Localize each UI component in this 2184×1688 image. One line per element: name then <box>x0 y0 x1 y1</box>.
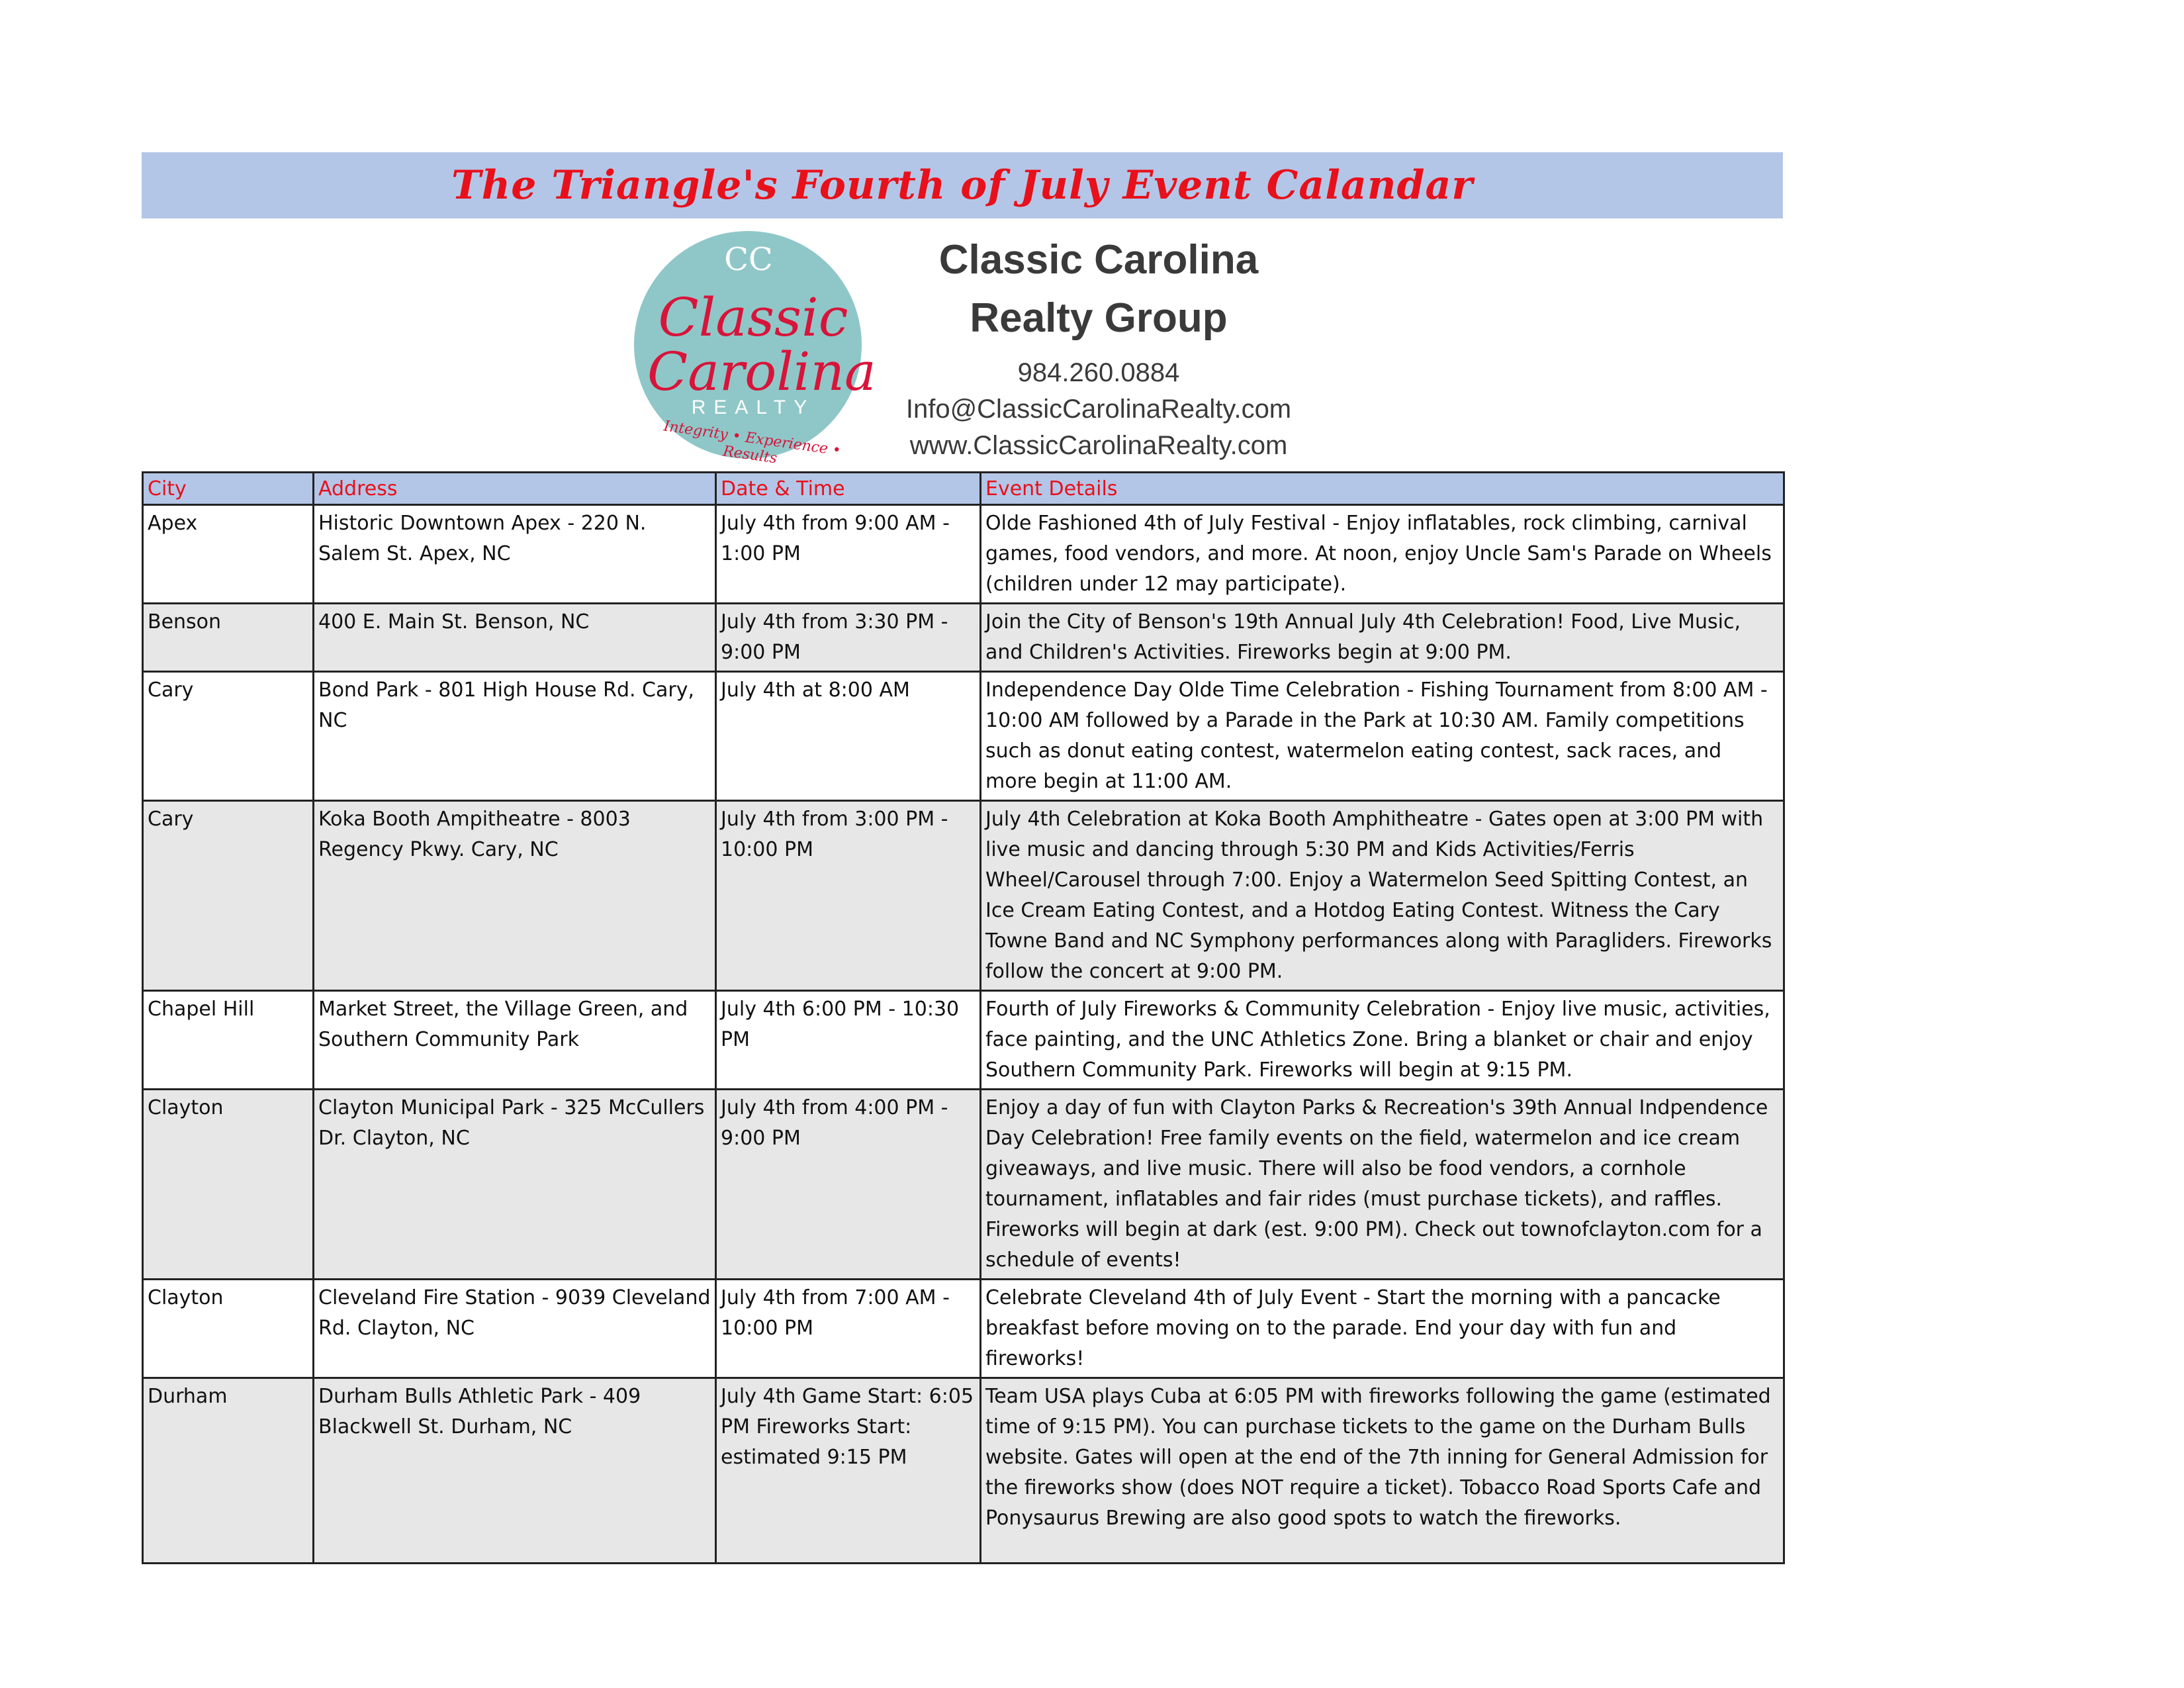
cell-date-time: July 4th from 7:00 AM - 10:00 PM <box>716 1280 981 1378</box>
cell-city: Cary <box>143 801 314 991</box>
cell-address: Bond Park - 801 High House Rd. Cary, NC <box>314 672 716 801</box>
table-row <box>143 801 1784 991</box>
cell-event-details: Olde Fashioned 4th of July Festival - Enjoy inflatables, rock climbing, carnival games, food vendors, and more. At noon, enjoy Uncle Sam's Parade on Wheels (children under 12 may participate). <box>981 505 1784 604</box>
cell-date-time: July 4th 6:00 PM - 10:30 PM <box>716 991 981 1090</box>
header-city: City <box>143 473 314 505</box>
company-email: Info@ClassicCarolinaRealty.com <box>905 395 1292 424</box>
cell-date-time: July 4th from 3:30 PM - 9:00 PM <box>716 604 981 672</box>
cell-date-time: July 4th from 3:00 PM - 10:00 PM <box>716 801 981 991</box>
cell-date-time: July 4th at 8:00 AM <box>716 672 981 801</box>
table-row <box>143 672 1784 801</box>
logo-script-text: Classic Carolina <box>647 287 876 402</box>
logo-realty-text: REALTY <box>691 397 815 418</box>
cell-event-details: Independence Day Olde Time Celebration - Fishing Tournament from 8:00 AM - 10:00 AM followed by a Parade in the Park at 10:30 AM. Family competitions such as donut eating contest, watermelon eating contest, sack races, and more begin at 11:00 AM. <box>981 672 1784 801</box>
cell-event-details: Team USA plays Cuba at 6:05 PM with fireworks following the game (estimated time of 9:15 PM). You can purchase tickets to the game on the Durham Bulls website. Gates will open at the end of the 7th inning for General Admission for the fireworks show (does NOT require a ticket). Tobacco Road Sports Cafe and Ponysaurus Brewing are also good spots to watch the fireworks. <box>981 1378 1784 1564</box>
cell-date-time: July 4th Game Start: 6:05 PM Fireworks Start: estimated 9:15 PM <box>716 1378 981 1564</box>
header-date-time: Date & Time <box>716 473 981 505</box>
table-row <box>143 1280 1784 1378</box>
cell-city: Durham <box>143 1378 314 1564</box>
company-name-line2: Realty Group <box>970 295 1228 341</box>
table-row <box>143 1090 1784 1280</box>
cell-address: Durham Bulls Athletic Park - 409 Blackwell St. Durham, NC <box>314 1378 716 1564</box>
cell-address: Historic Downtown Apex - 220 N. Salem St. Apex, NC <box>314 505 716 604</box>
cell-date-time: July 4th from 4:00 PM - 9:00 PM <box>716 1090 981 1280</box>
company-website: www.ClassicCarolinaRealty.com <box>909 431 1288 460</box>
cell-address: Koka Booth Ampitheatre - 8003 Regency Pkwy. Cary, NC <box>314 801 716 991</box>
table-row <box>143 604 1784 672</box>
header-address: Address <box>314 473 716 505</box>
cell-event-details: Fourth of July Fireworks & Community Celebration - Enjoy live music, activities, face painting, and the UNC Athletics Zone. Bring a blanket or chair and enjoy Southern Community Park. Fireworks will begin at 9:15 PM. <box>981 991 1784 1090</box>
cell-date-time: July 4th from 9:00 AM - 1:00 PM <box>716 505 981 604</box>
cell-event-details: July 4th Celebration at Koka Booth Amphitheatre - Gates open at 3:00 PM with live music and dancing through 5:30 PM and Kids Activities/Ferris Wheel/Carousel through 7:00. Enjoy a Watermelon Seed Spitting Contest, an Ice Cream Eating Contest, and a Hotdog Eating Contest. Witness the Cary Towne Band and NC Symphony performances along with Paragliders. Fireworks follow the concert at 9:00 PM. <box>981 801 1784 991</box>
cell-city: Apex <box>143 505 314 604</box>
cell-city: Cary <box>143 672 314 801</box>
cell-address: Market Street, the Village Green, and Southern Community Park <box>314 991 716 1090</box>
cell-event-details: Celebrate Cleveland 4th of July Event - Start the morning with a pancacke breakfast before moving on to the parade. End your day with fun and fireworks! <box>981 1280 1784 1378</box>
company-phone: 984.260.0884 <box>1017 358 1180 387</box>
page-title: The Triangle's Fourth of July Event Calandar <box>451 162 1473 209</box>
cell-address: 400 E. Main St. Benson, NC <box>314 604 716 672</box>
logo-tagline: Integrity • Experience • Results <box>662 418 842 467</box>
table-row <box>143 991 1784 1090</box>
logo-monogram-icon: CC <box>724 241 773 278</box>
cell-address: Clayton Municipal Park - 325 McCullers Dr. Clayton, NC <box>314 1090 716 1280</box>
cell-city: Clayton <box>143 1090 314 1280</box>
table-row <box>143 505 1784 604</box>
table-header-row <box>143 473 1784 505</box>
cell-address: Cleveland Fire Station - 9039 Cleveland Rd. Clayton, NC <box>314 1280 716 1378</box>
cell-city: Clayton <box>143 1280 314 1378</box>
cell-event-details: Join the City of Benson's 19th Annual July 4th Celebration! Food, Live Music, and Children's Activities. Fireworks begin at 9:00 PM. <box>981 604 1784 672</box>
company-logo-block <box>629 228 1324 467</box>
header-event-details: Event Details <box>981 473 1784 505</box>
cell-event-details: Enjoy a day of fun with Clayton Parks & Recreation's 39th Annual Indpendence Day Celebration! Free family events on the field, watermelon and ice cream giveaways, and live music. There will also be food vendors, a cornhole tournament, inflatables and fair rides (must purchase tickets), and raffles. Fireworks will begin at dark (est. 9:00 PM). Check out townofclayton.com for a schedule of events! <box>981 1090 1784 1280</box>
events-table <box>142 471 1785 1564</box>
table-row <box>143 1378 1784 1564</box>
company-name-line1: Classic Carolina <box>938 237 1259 283</box>
cell-city: Chapel Hill <box>143 991 314 1090</box>
title-banner <box>142 152 1783 218</box>
cell-city: Benson <box>143 604 314 672</box>
